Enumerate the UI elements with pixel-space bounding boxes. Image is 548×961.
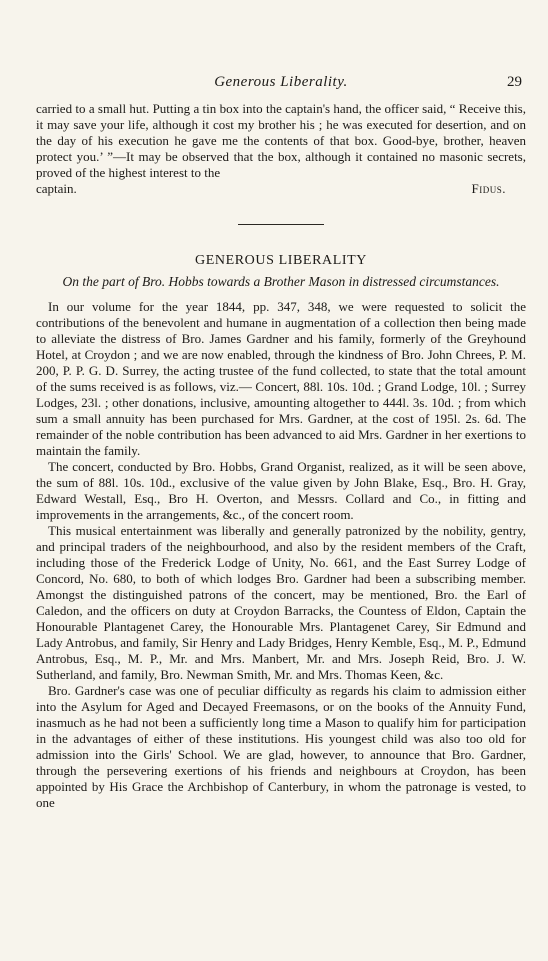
running-title: Generous Liberality. bbox=[214, 74, 348, 90]
article-paragraph: In our volume for the year 1844, pp. 347, 348, we were requested to solicit the contributions of the benevolent and humane in augmentation of a collection then being made to alleviate the distress of Bro. James Gardner and his family, formerly of the Greyhound Hotel, at Croydon ; and we are now enabled, through the kindness of Bro. John Chrees, P. M. 200, P. P. G. D. Surrey, the acting trustee of the fund collected, to state that the total amount of the sums received is as follows, viz.— Concert, 88l. 10s. 10d. ; Grand Lodge, 10l. ; Surrey Lodges, 23l. ; other donations, inclusive, amounting altogether to 444l. 3s. 10d. ; from which sum a small annuity has been purchased for Mrs. Gardner, at the cost of 195l. 2s. 6d. The remainder of the noble contribution has been advanced to aid Mrs. Gardner in her exertions to maintain the family. bbox=[36, 299, 526, 458]
article-paragraph: The concert, conducted by Bro. Hobbs, Grand Organist, realized, as it will be seen above, the sum of 88l. 10s. 10d., exclusive of the value given by John Blake, Esq., Bro. H. Gray, Edward Westall, Esq., Bro H. Overton, and Messrs. Collard and Co., in fitting and improvements in the arrangements, &c., of the concert room. bbox=[36, 459, 526, 522]
running-head bbox=[36, 74, 526, 92]
previous-article-closing-line bbox=[36, 181, 526, 197]
section-divider bbox=[238, 224, 324, 225]
article-subtitle: On the part of Bro. Hobbs towards a Brother Mason in distressed circumstances. bbox=[62, 274, 500, 289]
previous-article-text: carried to a small hut. Putting a tin box into the captain's hand, the officer said, “ Receive this, it may save your life, although it cost my brother his ; he was executed for desertion, and on the day of his execution he gave me the contents of that box. Good-bye, brother, heaven protect you.’ ”—It may be observed that the box, although it contained no masonic secrets, proved of the highest interest to the bbox=[36, 101, 526, 180]
article-title: GENEROUS LIBERALITY bbox=[195, 253, 367, 268]
page-number: 29 bbox=[507, 74, 522, 90]
previous-article-last-word: captain. bbox=[36, 181, 77, 196]
article-paragraph: This musical entertainment was liberally and generally patronized by the nobility, gentry, and principal traders of the neighbourhood, and also by the resident members of the Craft, including those of the Frederick Lodge of Unity, No. 661, and the East Surrey Lodge of Concord, No. 680, to both of which lodges Bro. Gardner had been a subscribing member. Amongst the distinguished patrons of the concert, may be mentioned, Bro. the Earl of Caledon, and the officers on duty at Croydon Barracks, the Countess of Eldon, Captain the Honourable Plantagenet Carey, the Honourable Mrs. Plantagenet Carey, Sir Edmund and Lady Antrobus, and family, Sir Henry and Lady Bridges, Henry Kemble, Esq., M. P., Edmund Antrobus, Esq., M. P., Mr. and Mrs. Manbert, Mr. and Mrs. Joseph Reid, Bro. J. W. Sutherland, and family, Bro. Newman Smith, Mr. and Mrs. Thomas Keen, &c. bbox=[36, 523, 526, 682]
body-text bbox=[36, 101, 526, 811]
author-signature: Fidus. bbox=[471, 181, 506, 196]
article-paragraph: Bro. Gardner's case was one of peculiar difficulty as regards his claim to admission either into the Asylum for Aged and Decayed Freemasons, or on the books of the Annuity Fund, inasmuch as he had not been a sufficiently long time a Mason to qualify him for participation in the advantages of either of these institutions. His youngest child was also too old for admission into the Girls' School. We are glad, however, to announce that Bro. Gardner, through the persevering exertions of his friends and neighbours at Croydon, has been appointed by His Grace the Archbishop of Canterbury, in whom the patronage is vested, to one bbox=[36, 683, 526, 810]
